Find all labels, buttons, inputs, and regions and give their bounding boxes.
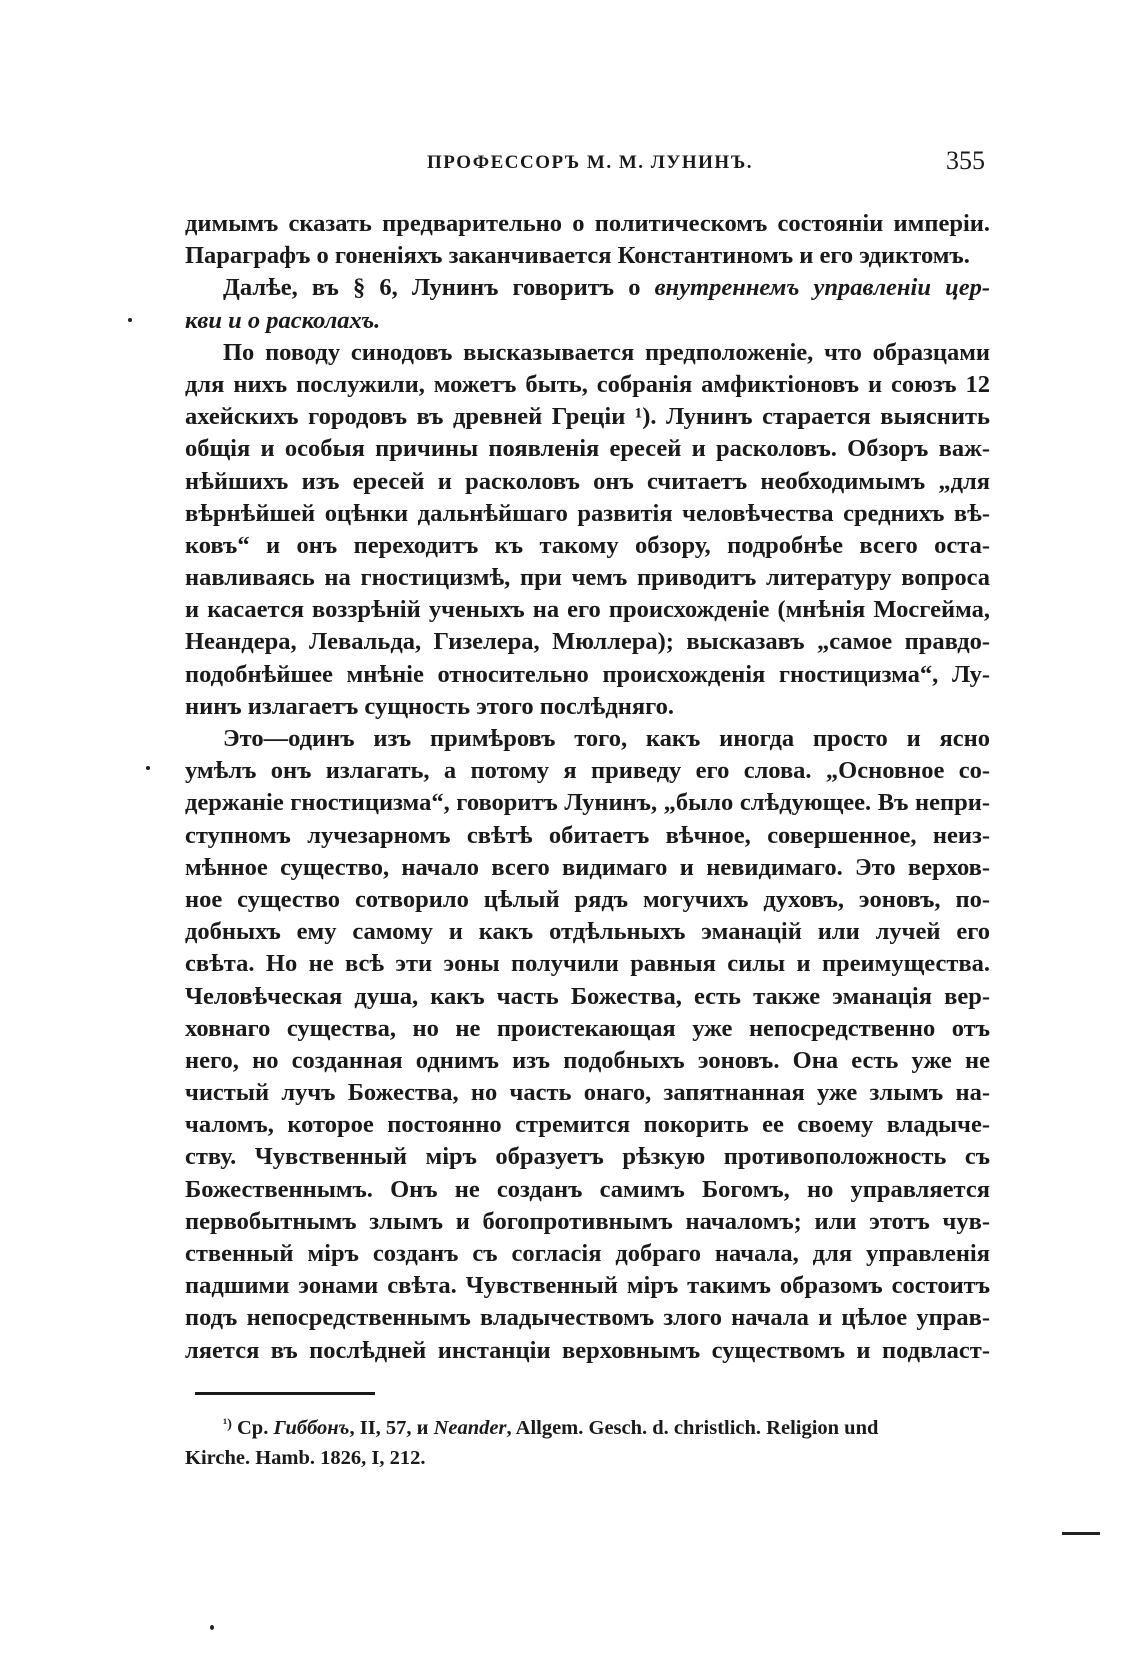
italic-run: кви и о расколахъ. <box>185 306 381 334</box>
text-line: ству. Чувственный міръ образуетъ рѣзкую противоположность съ <box>185 1143 990 1171</box>
text-line: умѣлъ онъ излагать, а потому я приведу его слова. „Основное со- <box>185 757 990 785</box>
text-line: свѣта. Но не всѣ эти эоны получили равныя силы и преимущества. <box>185 950 990 978</box>
text-line: и касается воззрѣній ученыхъ на его происхожденіе (мнѣнія Мосгейма, <box>185 596 990 624</box>
text-line: Параграфъ о гоненіяхъ заканчивается Константиномъ и его эдиктомъ. <box>185 242 970 270</box>
italic-run: Гиббонъ <box>273 1417 350 1439</box>
text-line: добныхъ ему самому и какъ отдѣльныхъ эманацій или лучей его <box>185 918 990 946</box>
text-run: Ср. <box>231 1417 274 1439</box>
text-line: ляется въ послѣдней инстанціи верховнымъ существомъ и подвласт- <box>185 1336 990 1364</box>
text-line: подъ непосредственнымъ владычествомъ злого начала и цѣлое управ- <box>185 1304 990 1332</box>
text-line: ступномъ лучезарномъ свѣтѣ обитаетъ вѣчное, совершенное, неиз- <box>185 821 990 849</box>
text-line <box>185 272 990 304</box>
text-line: нинъ излагаетъ сущность этого послѣдняго. <box>185 692 675 720</box>
footnote-divider <box>195 1392 375 1395</box>
scan-speck <box>146 766 150 770</box>
text-line: первобытнымъ злымъ и богопротивнымъ началомъ; или этотъ чув- <box>185 1207 990 1235</box>
footnote-line: Kirche. Hamb. 1826, I, 212. <box>185 1447 426 1469</box>
text-line: держаніе гностицизма“, говоритъ Лунинъ, „было слѣдующее. Въ непри- <box>185 789 990 817</box>
footnote-marker: ¹) <box>223 1417 232 1432</box>
text-run: Далѣе, въ § 6, Лунинъ говоритъ о <box>223 274 655 302</box>
text-line: ковъ“ и онъ переходитъ къ такому обзору, подробнѣе всего оста- <box>185 531 990 559</box>
text-run: , II, 57, и <box>349 1417 434 1439</box>
text-line: навливаясь на гностицизмѣ, при чемъ приводитъ литературу вопроса <box>185 564 990 592</box>
text-line: ственный міръ созданъ съ согласія добраго начала, для управленія <box>185 1240 990 1267</box>
text-line: вѣрнѣйшей оцѣнки дальнѣйшаго развитія человѣчества среднихъ вѣ- <box>185 499 990 527</box>
footnote-line <box>185 1413 990 1443</box>
text-line: Это—одинъ изъ примѣровъ того, какъ иногда просто и ясно <box>223 725 990 752</box>
text-line: мѣнное существо, начало всего видимаго и невидимаго. Это верхов- <box>185 853 990 881</box>
text-line: ное существо сотворило цѣлый рядъ могучихъ духовъ, эоновъ, по- <box>185 885 990 913</box>
text-line: По поводу синодовъ высказывается предположеніе, что образцами <box>223 338 990 366</box>
text-line: чистый лучъ Божества, но часть онаго, запятнанная уже злымъ на- <box>185 1079 990 1107</box>
text-run: , Allgem. Gesch. d. christlich. Religion und <box>506 1417 879 1439</box>
page-number: 355 <box>946 146 985 175</box>
text-line: димымъ сказать предварительно о политическомъ состояніи имперіи. <box>185 210 990 237</box>
italic-run: Neander <box>433 1417 507 1439</box>
text-line: него, но созданная однимъ изъ подобныхъ эоновъ. Она есть уже не <box>185 1046 990 1074</box>
text-line: Божественнымъ. Онъ не созданъ самимъ Богомъ, но управляется <box>185 1175 990 1203</box>
scan-speck <box>128 318 132 322</box>
italic-run: внутреннемъ управленіи цер- <box>654 274 990 302</box>
body-text <box>185 208 990 1367</box>
scan-mark <box>1062 1532 1100 1535</box>
text-line: Человѣческая душа, какъ часть Божества, есть также эманація вер- <box>185 982 990 1010</box>
page-header <box>195 146 985 192</box>
footnote <box>185 1413 990 1473</box>
text-line: Неандера, Левальда, Гизелера, Мюллера); высказавъ „самое правдо- <box>185 628 990 656</box>
text-line: для нихъ послужили, можетъ быть, собранія амфиктіоновъ и союзъ 12 <box>185 370 990 398</box>
text-line <box>185 305 990 337</box>
text-line: нѣйшихъ изъ ересей и расколовъ онъ считаетъ необходимымъ „для <box>185 467 990 495</box>
text-line: ахейскихъ городовъ въ древней Греціи ¹). Лунинъ старается выяснить <box>185 403 990 431</box>
scan-speck <box>210 1625 214 1630</box>
text-line: ховнаго существа, но не проистекающая уже непосредственно отъ <box>185 1014 990 1042</box>
text-line: подобнѣйшее мнѣніе относительно происхожденія гностицизма“, Лу- <box>185 660 990 688</box>
text-line: падшими эонами свѣта. Чувственный міръ такимъ образомъ состоитъ <box>185 1272 990 1300</box>
text-line: общія и особыя причины появленія ересей и расколовъ. Обзоръ важ- <box>185 435 990 463</box>
running-head: ПРОФЕССОРЪ М. М. ЛУНИНЪ. <box>427 152 753 173</box>
text-line: чаломъ, которое постоянно стремится покорить ее своему владыче- <box>185 1111 990 1139</box>
